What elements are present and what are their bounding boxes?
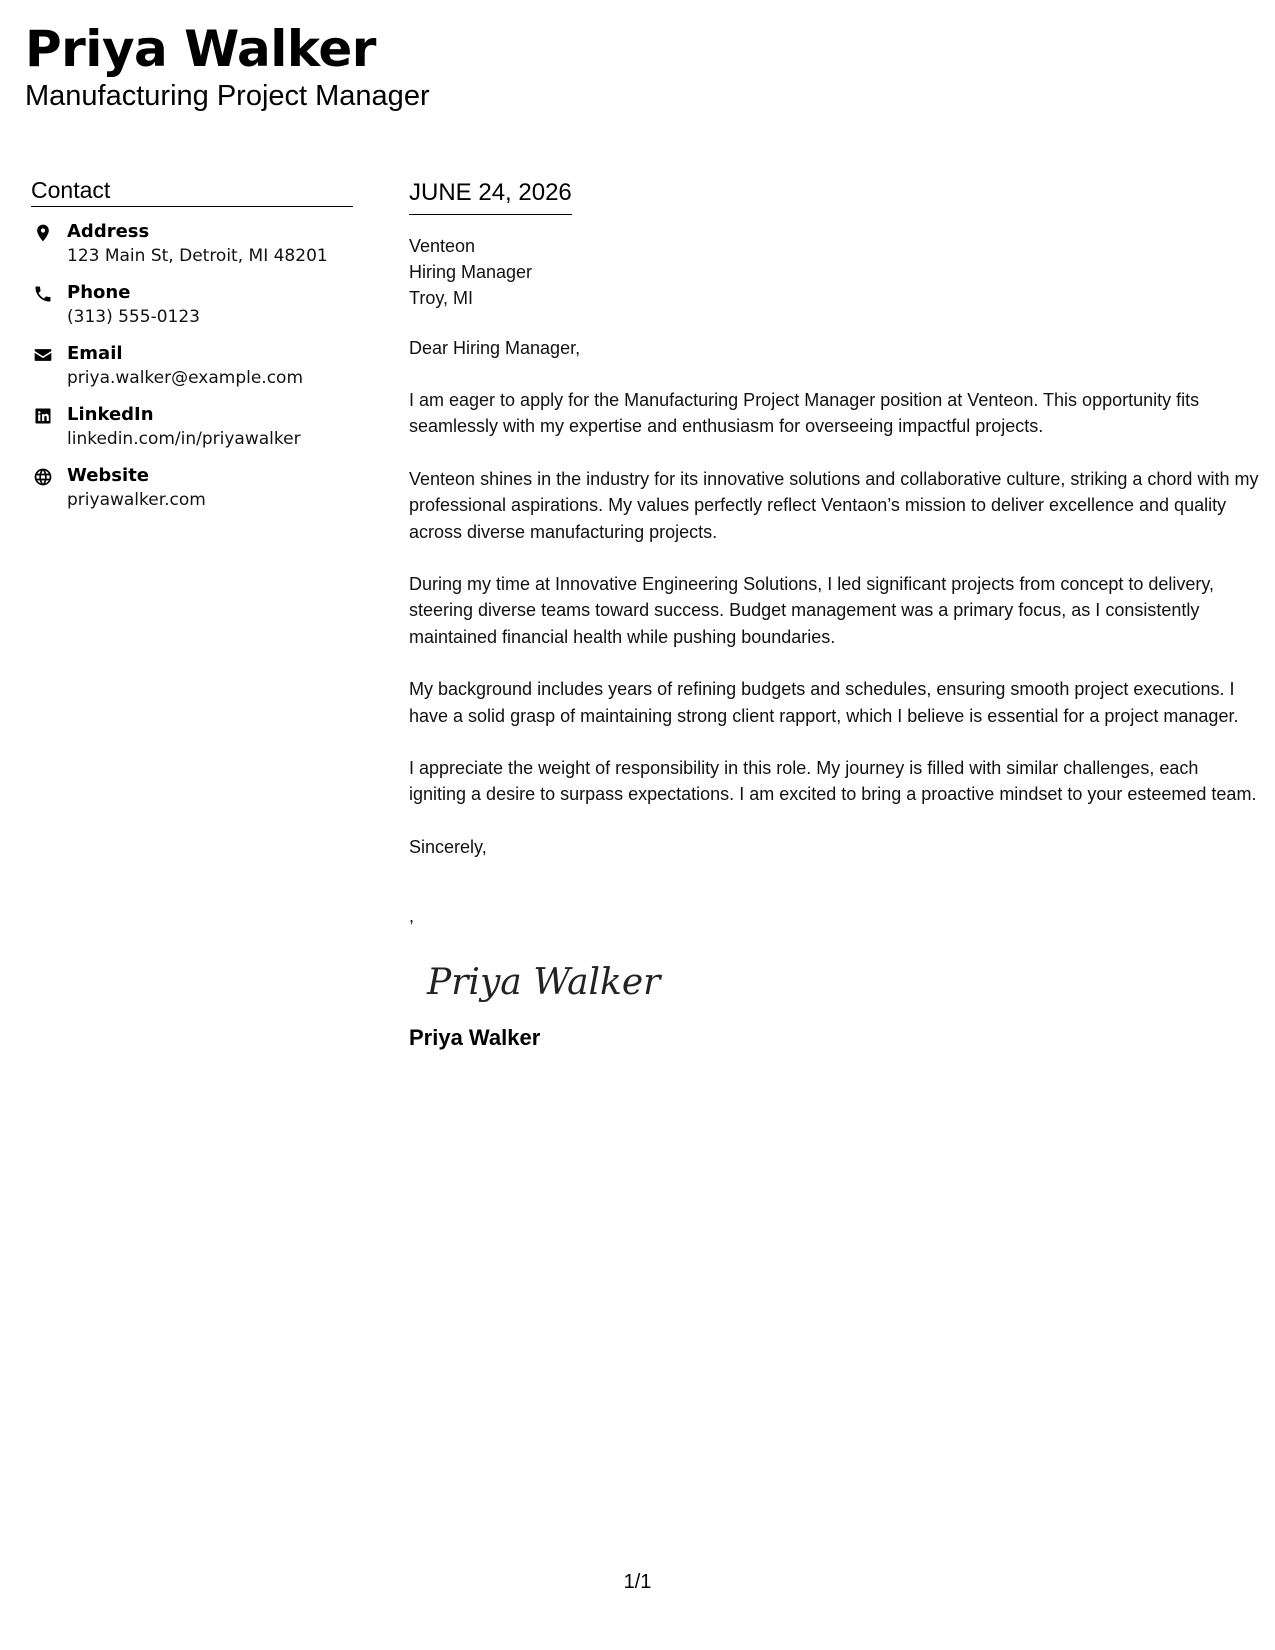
candidate-job-title: Manufacturing Project Manager (25, 80, 430, 112)
letter-date: JUNE 24, 2026 (409, 178, 572, 215)
contact-value: 123 Main St, Detroit, MI 48201 (67, 246, 328, 266)
contact-item-address (31, 220, 353, 268)
body-paragraph: During my time at Innovative Engineering Solutions, I led significant projects from concept to delivery, steering diverse teams toward success. Budget management was a primary focus, as I consistently maintained financial health while pushing boundaries. (409, 574, 1215, 647)
body-paragraph: I appreciate the weight of responsibility in this role. My journey is filled with similar challenges, each igniting a desire to surpass expectations. I am excited to bring a proactive mindset to your esteemed team. (409, 758, 1257, 805)
contact-label: Address (67, 221, 150, 242)
recipient-role: Hiring Manager (409, 262, 533, 282)
candidate-name: Priya Walker (25, 20, 376, 78)
letter-header (25, 20, 430, 113)
signer-name: Priya Walker (409, 1024, 541, 1050)
contact-sidebar (31, 176, 353, 525)
contact-label: Phone (67, 282, 131, 303)
contact-list (31, 220, 353, 512)
contact-label: Email (67, 343, 123, 364)
contact-text-website (67, 464, 206, 512)
letter-body (409, 178, 1259, 1052)
contact-text-email (67, 342, 303, 390)
signature-image (423, 952, 663, 1012)
contact-value: priya.walker@example.com (67, 368, 303, 388)
page-number: 1/1 (623, 1571, 652, 1593)
body-paragraph: My background includes years of refining budgets and schedules, ensuring smooth project executions. I have a solid grasp of maintaining strong client rapport, which I believe is essential for a project manager. (409, 679, 1239, 726)
contact-label: Website (67, 465, 150, 486)
contact-item-email (31, 342, 353, 390)
contact-heading: Contact (31, 176, 353, 207)
contact-value: priyawalker.com (67, 490, 206, 510)
contact-item-website (31, 464, 353, 512)
closing-comma: , (409, 905, 415, 926)
contact-value: linkedin.com/in/priyawalker (67, 429, 301, 449)
contact-label: LinkedIn (67, 404, 154, 425)
recipient-location: Troy, MI (409, 288, 473, 308)
body-paragraph: Venteon shines in the industry for its innovative solutions and collaborative culture, striking a chord with my professional aspirations. My values perfectly reflect Ventaon’s mission to deliver excellence and quality across diverse manufacturing projects. (409, 468, 1259, 542)
contact-item-phone (31, 281, 353, 329)
handwritten-signature (423, 952, 663, 1012)
contact-text-address (67, 220, 328, 268)
recipient-company: Venteon (409, 236, 476, 256)
contact-text-linkedin (67, 403, 301, 451)
globe-icon (31, 467, 55, 491)
salutation: Dear Hiring Manager, (409, 338, 581, 358)
contact-item-linkedin (31, 403, 353, 451)
signature-text: Priya Walker (427, 961, 661, 1003)
closing: Sincerely, (409, 836, 487, 857)
contact-value: (313) 555-0123 (67, 307, 200, 327)
envelope-icon (31, 345, 55, 369)
map-pin-icon (31, 223, 55, 247)
recipient-block (409, 233, 1259, 311)
linkedin-icon (31, 406, 55, 430)
body-paragraph: I am eager to apply for the Manufacturing Project Manager position at Venteon. This opportunity fits seamlessly with my expertise and enthusiasm for overseeing impactful projects. (409, 390, 1200, 437)
contact-text-phone (67, 281, 200, 329)
phone-icon (31, 284, 55, 308)
